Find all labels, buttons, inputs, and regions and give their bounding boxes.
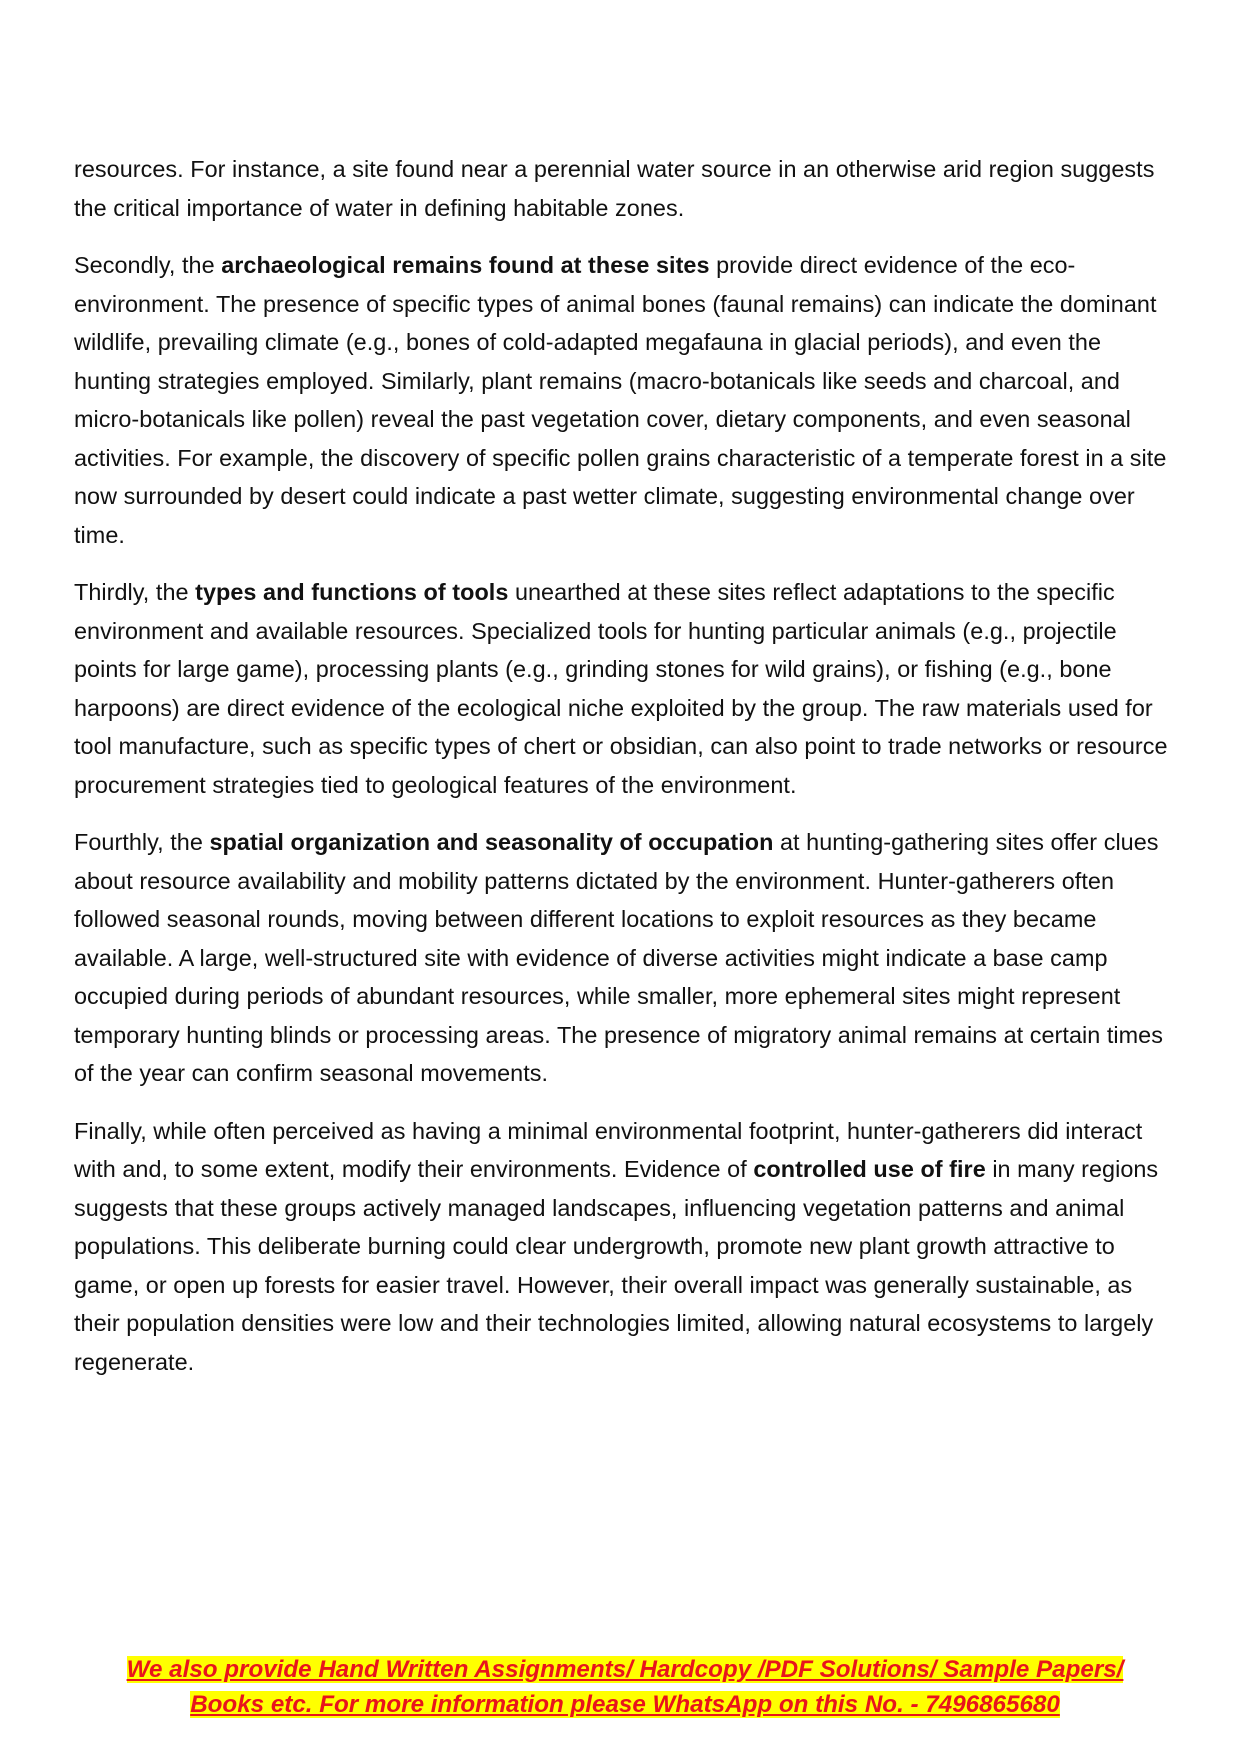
promo-line-2: Books etc. For more information please WhatsApp on this No. - 7496865680	[190, 1691, 1060, 1718]
paragraph-tools	[74, 573, 1176, 804]
paragraph-text: Thirdly, the	[74, 579, 196, 605]
paragraph-spatial-organization	[74, 823, 1176, 1093]
paragraph-text: Finally, while often perceived as having a minimal environmental footprint, hunter-gatherers did interact with and, to some extent, modify their environments. Evidence of	[74, 1117, 1143, 1182]
paragraph-text: resources. For instance, a site found near a perennial water source in an otherwise arid region suggests the critical importance of water in defining habitable zones.	[74, 156, 1155, 221]
document-body	[74, 150, 1176, 1400]
paragraph-text: Secondly, the	[74, 252, 222, 278]
promo-footer	[74, 1652, 1176, 1722]
bold-term: controlled use of fire	[753, 1156, 986, 1182]
paragraph-fire-use	[74, 1112, 1176, 1382]
paragraph-resources	[74, 150, 1176, 227]
bold-term: types and functions of tools	[195, 579, 509, 605]
paragraph-archaeological-remains	[74, 246, 1176, 554]
paragraph-text: provide direct evidence of the eco-environment. The presence of specific types of animal bones (faunal remains) can indicate the dominant wildlife, prevailing climate (e.g., bones of cold-adapted megafauna in glacial periods), and even the hunting strategies employed. Similarly, plant remains (macro-botanicals like seeds and charcoal, and micro-botanicals like pollen) reveal the past vegetation cover, dietary components, and even seasonal activities. For example, the discovery of specific pollen grains characteristic of a temperate forest in a site now surrounded by desert could indicate a past wetter climate, suggesting environmental change over time.	[74, 252, 1167, 548]
paragraph-text: unearthed at these sites reflect adaptations to the specific environment and available resources. Specialized tools for hunting particular animals (e.g., projectile points for large game), processing plants (e.g., grinding stones for wild grains), or fishing (e.g., bone harpoons) are direct evidence of the ecological niche exploited by the group. The raw materials used for tool manufacture, such as specific types of chert or obsidian, can also point to trade networks or resource procurement strategies tied to geological features of the environment.	[74, 579, 1168, 798]
paragraph-text: in many regions suggests that these groups actively managed landscapes, influencing vegetation patterns and animal populations. This deliberate burning could clear undergrowth, promote new plant growth attractive to game, or open up forests for easier travel. However, their overall impact was generally sustainable, as their population densities were low and their technologies limited, allowing natural ecosystems to largely regenerate.	[74, 1156, 1159, 1375]
paragraph-text: Fourthly, the	[74, 829, 210, 855]
bold-term: archaeological remains found at these sites	[221, 252, 710, 278]
paragraph-text: at hunting-gathering sites offer clues about resource availability and mobility patterns dictated by the environment. Hunter-gatherers often followed seasonal rounds, moving between different locations to exploit resources as they became available. A large, well-structured site with evidence of diverse activities might indicate a base camp occupied during periods of abundant resources, while smaller, more ephemeral sites might represent temporary hunting blinds or processing areas. The presence of migratory animal remains at certain times of the year can confirm seasonal movements.	[74, 829, 1163, 1086]
bold-term: spatial organization and seasonality of occupation	[209, 829, 774, 855]
promo-line-1: We also provide Hand Written Assignments/ Hardcopy /PDF Solutions/ Sample Papers/	[126, 1656, 1124, 1683]
